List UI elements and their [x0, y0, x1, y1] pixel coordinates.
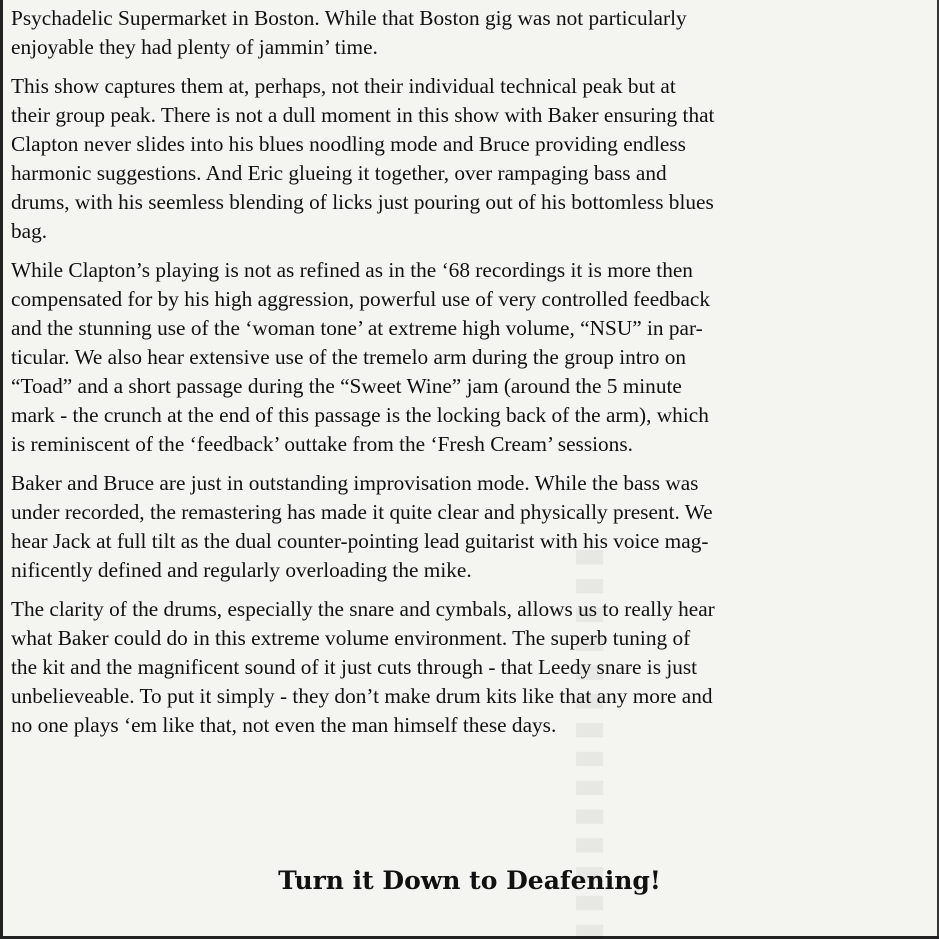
paragraph-5: The clarity of the drums, especially the snare and cymbals, allows us to really hear what Baker could do in this extreme volume environment. The superb tuning of the kit and the magnificent sound of it just cuts through - that Leedy snare is just unbelieveable. To put it simply - they don’t make drum kits like that any more and no one plays ‘em like that, not even the man himself these days. — [11, 597, 715, 737]
closing-headline: Turn it Down to Deafening! — [278, 866, 661, 895]
paragraph-4: Baker and Bruce are just in outstanding improvisation mode. While the bass was under recorded, the remastering has made it quite clear and physically present. We hear Jack at full tilt as the dual counter-pointing lead guitarist with his voice mag- nificently defined and regularly overloading the mike. — [11, 471, 713, 582]
paragraph-1: Psychadelic Supermarket in Boston. While that Boston gig was not particularly enjoyable they had plenty of jammin’ time. — [11, 6, 687, 59]
page-border-left — [0, 0, 3, 939]
reverse-side-bleed-through: █ █ █ █ █ █ █ █ █ █ █ █ █ █ — [577, 550, 604, 939]
paragraph-2: This show captures them at, perhaps, not their individual technical peak but at their group peak. There is not a dull moment in this show with Baker ensuring that Clapton never slides into his blues noodling mode and Bruce providing endless harmonic suggestions. And Eric glueing it together, over rampaging bass and drums, with his seemless blending of licks just pouring out of his bottomless blues bag. — [11, 74, 715, 243]
paragraph-3: While Clapton’s playing is not as refined as in the ‘68 recordings it is more then compensated for by his high aggression, powerful use of very controlled feedback and the stunning use of the ‘woman tone’ at extreme high volume, “NSU” in par- ticular. We also hear extensive use of the tremelo arm during the group intro on “Toad” and a short passage during the “Sweet Wine” jam (around the 5 minute mark - the crunch at the end of this passage is the locking back of the arm), which is reminiscent of the ‘feedback’ outtake from the ‘Fresh Cream’ sessions. — [11, 258, 711, 456]
liner-notes-text — [11, 4, 937, 750]
